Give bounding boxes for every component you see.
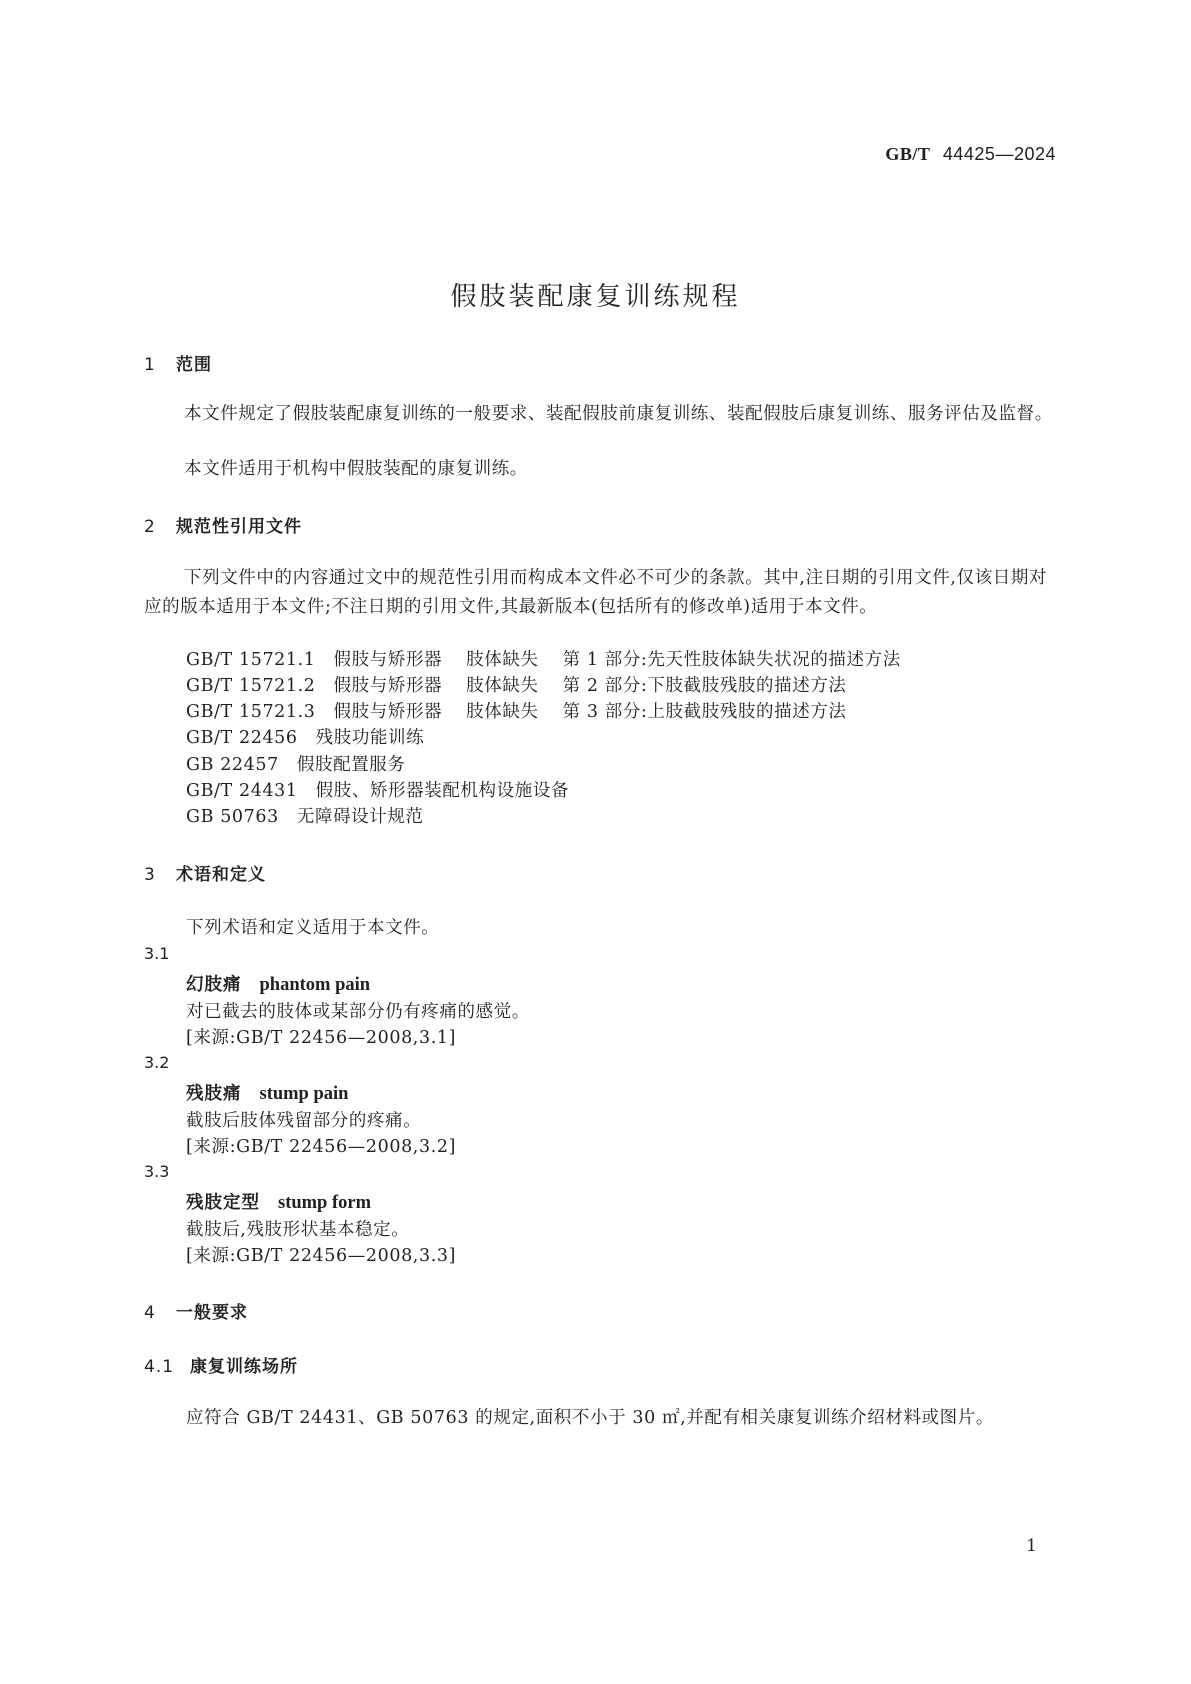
- reference-item: GB/T 22456 残肢功能训练: [186, 728, 425, 748]
- reference-item: GB 22457 假肢配置服务: [186, 755, 406, 775]
- term-number: 3.1: [144, 944, 170, 963]
- term-definition: 截肢后肢体残留部分的疼痛。: [186, 1111, 422, 1131]
- standard-code: GB/T: [885, 144, 931, 164]
- page-number: 1: [1026, 1536, 1037, 1556]
- document-title: 假肢装配康复训练规程: [450, 282, 741, 312]
- standard-year: 44425—2024: [942, 144, 1056, 164]
- section-1-paragraph-2: 本文件适用于机构中假肢装配的康复训练。: [184, 459, 528, 479]
- reference-item: GB/T 15721.1 假肢与矫形器 肢体缺失 第 1 部分:先天性肢体缺失状况的描述方法: [186, 650, 901, 670]
- section-1-paragraph-1: 本文件规定了假肢装配康复训练的一般要求、装配假肢前康复训练、装配假肢后康复训练、服务评估及监督。: [184, 404, 1053, 424]
- section-1-heading: 1 范围: [144, 355, 212, 375]
- section-3-heading: 3 术语和定义: [144, 865, 266, 885]
- reference-item: GB/T 15721.2 假肢与矫形器 肢体缺失 第 2 部分:下肢截肢残肢的描述方法: [186, 676, 847, 696]
- subsection-4-1-paragraph: 应符合 GB/T 24431、GB 50763 的规定,面积不小于 30 ㎡,并配有相关康复训练介绍材料或图片。: [186, 1408, 994, 1428]
- term-source: [来源:GB/T 22456—2008,3.3]: [186, 1246, 457, 1266]
- subsection-4-1-heading: 4.1 康复训练场所: [144, 1357, 298, 1377]
- term-heading: 残肢定型 stump form: [186, 1193, 372, 1213]
- reference-item: GB/T 24431 假肢、矫形器装配机构设施设备: [186, 781, 570, 801]
- term-number: 3.2: [144, 1053, 170, 1072]
- section-3-paragraph: 下列术语和定义适用于本文件。: [186, 918, 440, 938]
- term-heading: 幻肢痛 phantom pain: [186, 975, 371, 995]
- term-definition: 对已截去的肢体或某部分仍有疼痛的感觉。: [186, 1002, 530, 1022]
- term-heading: 残肢痛 stump pain: [186, 1084, 349, 1104]
- term-definition: 截肢后,残肢形状基本稳定。: [186, 1220, 410, 1240]
- reference-item: GB 50763 无障碍设计规范: [186, 807, 424, 827]
- section-4-heading: 4 一般要求: [144, 1303, 248, 1323]
- term-source: [来源:GB/T 22456—2008,3.1]: [186, 1028, 457, 1048]
- section-2-heading: 2 规范性引用文件: [144, 517, 302, 537]
- section-2-paragraph: 下列文件中的内容通过文中的规范性引用而构成本文件必不可少的条款。其中,注日期的引用文件,仅该日期对应的版本适用于本文件;不注日期的引用文件,其最新版本(包括所有的修改单)适用于本文件。: [144, 568, 1048, 617]
- term-source: [来源:GB/T 22456—2008,3.2]: [186, 1137, 457, 1157]
- reference-item: GB/T 15721.3 假肢与矫形器 肢体缺失 第 3 部分:上肢截肢残肢的描述方法: [186, 702, 847, 722]
- standard-number: [885, 144, 1056, 165]
- term-number: 3.3: [144, 1162, 170, 1181]
